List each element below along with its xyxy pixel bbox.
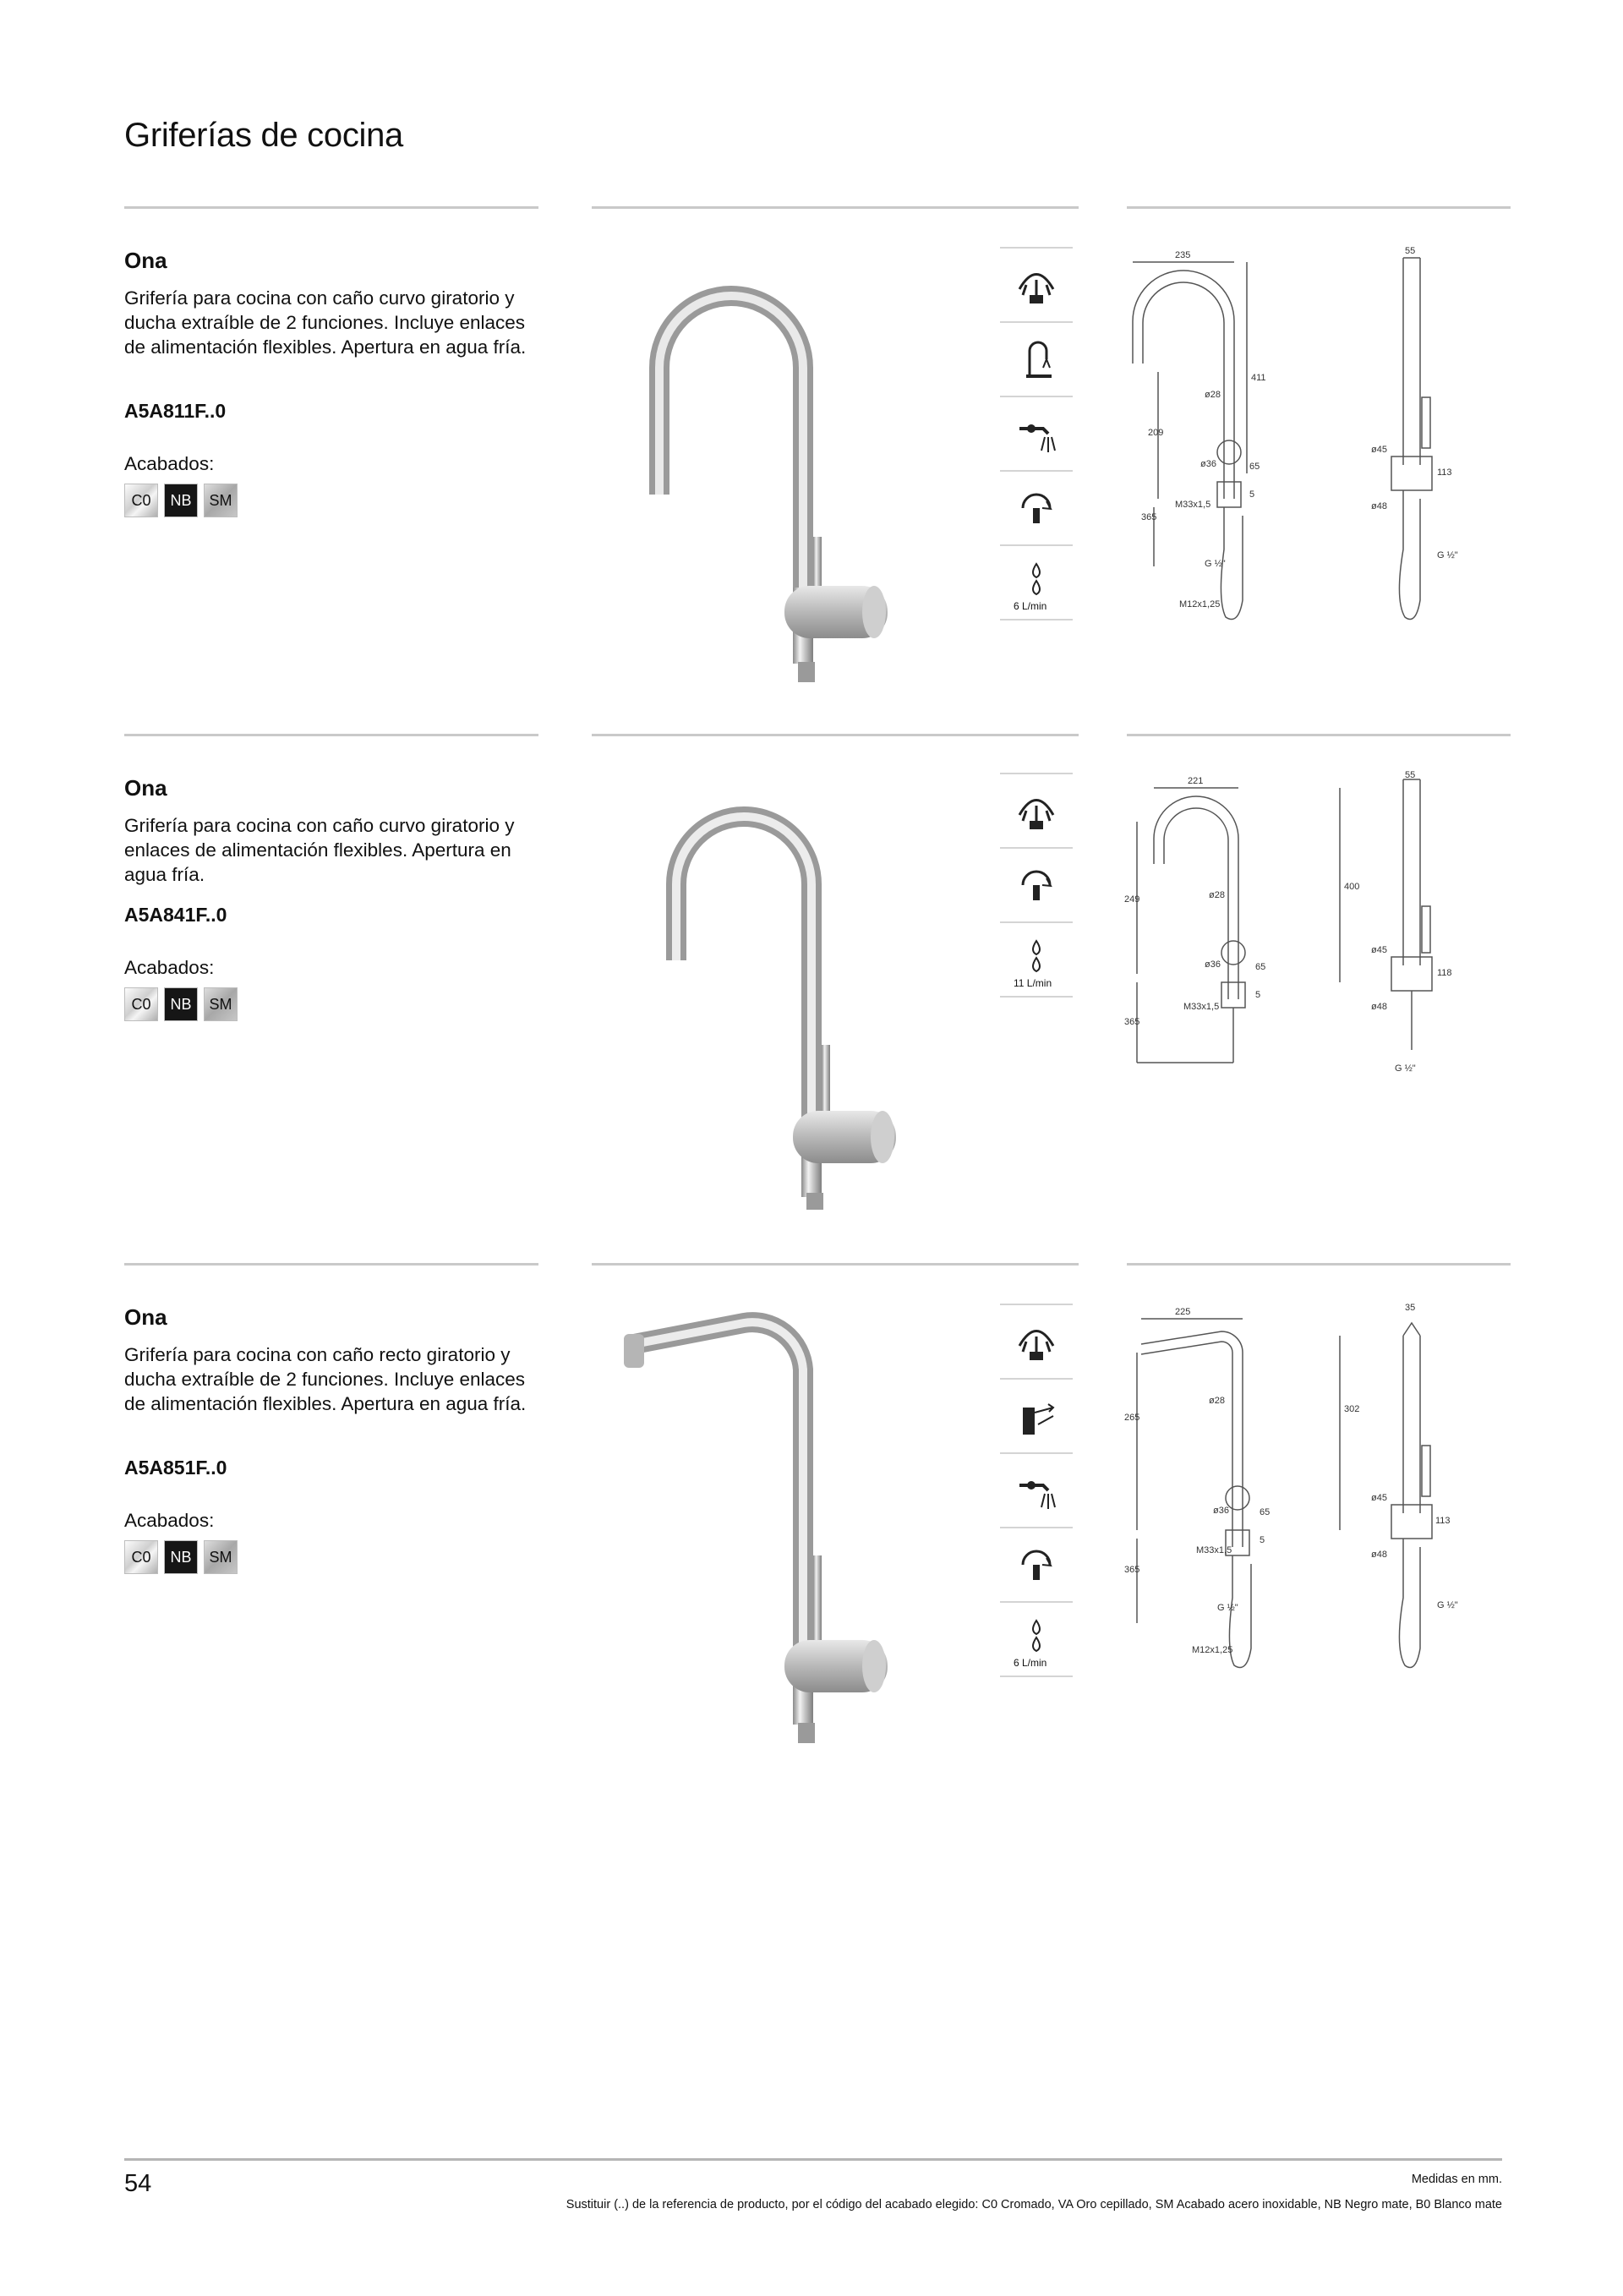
product-photo xyxy=(592,1302,981,1758)
dim-arm: 113 xyxy=(1435,1516,1451,1526)
swivel-spout-icon xyxy=(1000,847,1073,921)
product-code: A5A841F..0 xyxy=(124,904,227,926)
finish-swatches xyxy=(124,987,238,1021)
feature-icons xyxy=(1000,773,1073,998)
product-code: A5A851F..0 xyxy=(124,1457,227,1479)
dim-base1: ø45 xyxy=(1371,1493,1387,1503)
divider xyxy=(592,1263,1079,1266)
dim-h1: 209 xyxy=(1148,428,1164,438)
dim-height: 302 xyxy=(1344,1404,1360,1414)
product-name: Ona xyxy=(124,775,167,801)
dim-h2: 65 xyxy=(1260,1507,1271,1517)
dim-conn2: G ½" xyxy=(1437,550,1458,560)
finish-swatch-sm[interactable]: SM xyxy=(204,987,238,1021)
finish-swatches xyxy=(124,484,238,517)
dim-thread: M33x1,5 xyxy=(1183,1002,1220,1012)
product-1 xyxy=(0,0,1623,612)
page-number: 54 xyxy=(124,2170,152,2197)
product-name: Ona xyxy=(124,1304,167,1330)
footer-divider xyxy=(124,2158,1502,2161)
finish-swatch-c0[interactable]: C0 xyxy=(124,484,158,517)
finish-swatch-nb[interactable]: NB xyxy=(164,484,198,517)
flow-rate-icon xyxy=(1000,1601,1073,1677)
dim-d1: ø28 xyxy=(1209,890,1225,900)
dim-arm: 118 xyxy=(1437,968,1452,978)
dim-base2: ø48 xyxy=(1371,1002,1387,1012)
dim-depth: 365 xyxy=(1124,1565,1140,1575)
dim-thread: M33x1,5 xyxy=(1196,1545,1232,1555)
finish-swatch-sm[interactable]: SM xyxy=(204,484,238,517)
dim-d2: ø36 xyxy=(1200,459,1216,469)
finish-swatch-c0[interactable]: C0 xyxy=(124,987,158,1021)
product-name: Ona xyxy=(124,248,167,273)
dim-d2: ø36 xyxy=(1213,1506,1229,1516)
dim-base2: ø48 xyxy=(1371,501,1387,511)
technical-drawing xyxy=(1124,1302,1513,1699)
dim-base1: ø45 xyxy=(1371,945,1387,955)
dim-h3: 5 xyxy=(1260,1535,1265,1545)
dim-d1: ø28 xyxy=(1205,390,1221,400)
dim-thread: M33x1,5 xyxy=(1175,500,1211,510)
finishes-label: Acabados: xyxy=(124,453,215,474)
flow-rate-label: 6 L/min xyxy=(1014,1657,1047,1669)
divider xyxy=(1127,206,1511,209)
dim-conn: G ½" xyxy=(1205,559,1226,569)
divider xyxy=(592,734,1079,736)
divider xyxy=(124,734,538,736)
product-3 xyxy=(0,1057,1623,1669)
divider xyxy=(124,1263,538,1266)
finish-swatch-c0[interactable]: C0 xyxy=(124,1540,158,1574)
finishes-label: Acabados: xyxy=(124,1510,215,1531)
cold-start-icon xyxy=(1000,1304,1073,1378)
flow-rate-label: 11 L/min xyxy=(1014,977,1052,989)
dim-height: 411 xyxy=(1251,373,1266,383)
dim-height: 400 xyxy=(1344,882,1360,892)
finish-swatch-nb[interactable]: NB xyxy=(164,1540,198,1574)
divider xyxy=(124,206,538,209)
two-function-spray-icon xyxy=(1000,1452,1073,1527)
dim-side: 35 xyxy=(1405,1303,1416,1313)
dim-m12: M12x1,25 xyxy=(1192,1645,1233,1655)
dim-h1: 249 xyxy=(1124,894,1140,905)
flow-rate-icon xyxy=(1000,921,1073,998)
dim-h1: 265 xyxy=(1124,1413,1140,1423)
flow-rate-label: 6 L/min xyxy=(1014,600,1047,612)
product-2 xyxy=(0,528,1623,1074)
finish-note: Sustituir (..) de la referencia de producto, por el código del acabado elegido: C0 Cromado, VA Oro cepillado, SM Acabado acero inoxidable, NB Negro mate, B0 Blanco mate xyxy=(566,2198,1502,2211)
dim-spout-reach: 225 xyxy=(1175,1307,1191,1317)
product-description: Grifería para cocina con caño curvo giratorio y ducha extraíble de 2 funciones. Incluye enlaces de alimentación flexibles. Apertura en agua fría. xyxy=(124,287,527,358)
dim-spout-reach: 221 xyxy=(1188,776,1204,786)
finish-swatch-sm[interactable]: SM xyxy=(204,1540,238,1574)
swivel-spout-icon xyxy=(1000,1527,1073,1601)
product-code: A5A811F..0 xyxy=(124,400,227,422)
dim-h3: 5 xyxy=(1249,489,1255,500)
dim-base1: ø45 xyxy=(1371,445,1387,455)
measure-note: Medidas en mm. xyxy=(1411,2173,1502,2186)
dim-h3: 5 xyxy=(1255,990,1261,1000)
cold-start-icon xyxy=(1000,773,1073,847)
dim-d2: ø36 xyxy=(1205,959,1221,970)
dim-depth: 365 xyxy=(1124,1017,1140,1027)
two-function-spray-icon xyxy=(1000,396,1073,470)
cold-start-icon xyxy=(1000,247,1073,321)
divider xyxy=(1127,1263,1511,1266)
pull-out-spout-icon xyxy=(1000,321,1073,396)
page-title: Griferías de cocina xyxy=(124,117,404,154)
product-description: Grifería para cocina con caño curvo giratorio y enlaces de alimentación flexibles. Apertura en agua fría. xyxy=(124,815,515,885)
dim-arm: 113 xyxy=(1437,467,1452,478)
dim-h2: 65 xyxy=(1255,962,1266,972)
dim-side: 55 xyxy=(1405,246,1416,256)
finish-swatch-nb[interactable]: NB xyxy=(164,987,198,1021)
dim-h2: 65 xyxy=(1249,462,1260,472)
finish-swatches xyxy=(124,1540,238,1574)
dim-d1: ø28 xyxy=(1209,1396,1225,1406)
dim-m12: M12x1,25 xyxy=(1179,599,1221,610)
pull-out-spout-icon xyxy=(1000,1378,1073,1452)
dim-conn2: G ½" xyxy=(1395,1063,1416,1074)
feature-icons xyxy=(1000,1304,1073,1677)
dim-conn2: G ½" xyxy=(1437,1600,1458,1610)
dim-conn: G ½" xyxy=(1217,1603,1238,1613)
divider xyxy=(1127,734,1511,736)
finishes-label: Acabados: xyxy=(124,957,215,978)
dim-depth: 365 xyxy=(1141,512,1157,522)
dim-side: 55 xyxy=(1405,771,1416,780)
dim-spout-reach: 235 xyxy=(1175,250,1191,260)
divider xyxy=(592,206,1079,209)
dim-base2: ø48 xyxy=(1371,1550,1387,1560)
product-description: Grifería para cocina con caño recto giratorio y ducha extraíble de 2 funciones. Incluye enlaces de alimentación flexibles. Apertura en agua fría. xyxy=(124,1344,527,1414)
